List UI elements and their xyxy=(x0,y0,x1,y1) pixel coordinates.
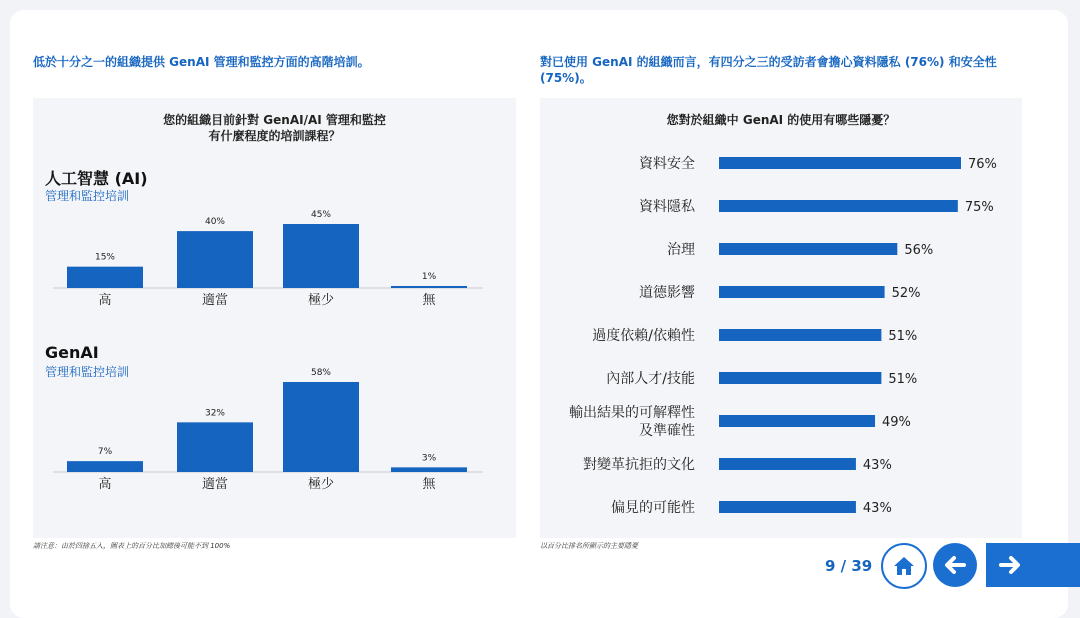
data-label: 58% xyxy=(310,368,332,378)
left-panel-title-line2: 有什麼程度的培訓課程？ xyxy=(208,129,341,143)
right-heading-line2: (75%)。 xyxy=(540,71,592,85)
data-label: 49% xyxy=(882,415,911,430)
concerns-chart xyxy=(540,138,1022,533)
data-label: 32% xyxy=(204,408,226,419)
category-label: 適當 xyxy=(201,293,229,308)
category-label: 及準確性 xyxy=(639,423,695,439)
bar xyxy=(391,286,467,288)
category-label: 治理 xyxy=(667,242,695,258)
data-label: 40% xyxy=(204,217,226,228)
data-label: 51% xyxy=(888,372,918,387)
bar xyxy=(719,200,958,212)
category-label: 資料安全 xyxy=(639,156,695,172)
right-heading xyxy=(540,54,1040,86)
page-indicator: 9 / 39 xyxy=(825,557,873,575)
data-label: 7% xyxy=(97,447,113,458)
category-label: 無 xyxy=(422,293,436,308)
data-label: 45% xyxy=(310,210,332,220)
data-label: 52% xyxy=(891,286,921,301)
category-label: 對變革抗拒的文化 xyxy=(583,457,695,473)
data-label: 76% xyxy=(968,157,997,172)
genai-training-chart xyxy=(33,366,516,496)
left-panel-title xyxy=(33,112,516,144)
category-label: 偏見的可能性 xyxy=(611,500,695,516)
data-label: 51% xyxy=(888,329,918,344)
ai-section-subtitle: 管理和監控培訓 xyxy=(45,189,130,203)
next-button[interactable] xyxy=(988,543,1032,587)
bar xyxy=(719,501,856,513)
category-label: 道德影響 xyxy=(639,285,695,301)
bar xyxy=(719,415,875,427)
category-label: 極少 xyxy=(307,293,335,308)
category-label: 過度依賴/依賴性 xyxy=(592,328,695,344)
category-label: 內部人才/技能 xyxy=(606,371,695,387)
category-label: 無 xyxy=(422,477,436,492)
prev-button[interactable] xyxy=(933,543,977,587)
category-label: 適當 xyxy=(201,477,229,492)
bar xyxy=(719,329,881,341)
bar xyxy=(391,467,467,472)
bar xyxy=(719,286,885,298)
data-label: 43% xyxy=(862,458,892,473)
left-panel-title-line1: 您的組織目前針對 GenAI/AI 管理和監控 xyxy=(163,113,386,127)
bar xyxy=(283,224,359,288)
bar xyxy=(719,372,881,384)
bar xyxy=(719,458,856,470)
bar xyxy=(67,461,143,472)
right-footnote: 以百分比排名所顯示的主要隱憂 xyxy=(540,542,638,550)
category-label: 高 xyxy=(98,477,112,492)
right-chart-panel xyxy=(540,98,1022,538)
category-label: 極少 xyxy=(307,477,335,492)
data-label: 75% xyxy=(964,200,994,215)
right-panel-title: 您對於組織中 GenAI 的使用有哪些隱憂？ xyxy=(666,113,896,127)
home-icon xyxy=(892,554,916,578)
category-label: 輸出結果的可解釋性 xyxy=(569,405,695,421)
bar xyxy=(67,267,143,288)
home-button[interactable] xyxy=(881,543,927,589)
genai-section-subtitle: 管理和監控培訓 xyxy=(45,365,130,379)
data-label: 1% xyxy=(421,272,437,282)
arrow-left-icon xyxy=(942,552,968,578)
bar xyxy=(283,382,359,472)
data-label: 15% xyxy=(94,252,116,263)
ai-training-chart xyxy=(33,206,516,316)
category-label: 資料隱私 xyxy=(639,199,695,215)
bar xyxy=(719,157,961,169)
left-chart-panel xyxy=(33,98,516,538)
bar xyxy=(177,231,253,288)
data-label: 3% xyxy=(421,453,437,464)
bar xyxy=(719,243,897,255)
genai-section-title: GenAI xyxy=(45,343,99,362)
left-footnote: 請注意：由於四捨五入，圖表上的百分比加總後可能不到 100% xyxy=(33,542,231,550)
right-heading-line1: 對已使用 GenAI 的組織而言，有四分之三的受訪者會擔心資料隱私 (76%) 和安全性 xyxy=(540,55,997,69)
ai-section-title: 人工智慧 (AI) xyxy=(45,169,148,188)
category-label: 高 xyxy=(98,293,112,308)
arrow-right-icon xyxy=(997,552,1023,578)
data-label: 56% xyxy=(904,243,934,258)
bar xyxy=(177,422,253,472)
data-label: 43% xyxy=(862,501,892,516)
left-heading: 低於十分之一的組織提供 GenAI 管理和監控方面的高階培訓。 xyxy=(33,55,370,69)
